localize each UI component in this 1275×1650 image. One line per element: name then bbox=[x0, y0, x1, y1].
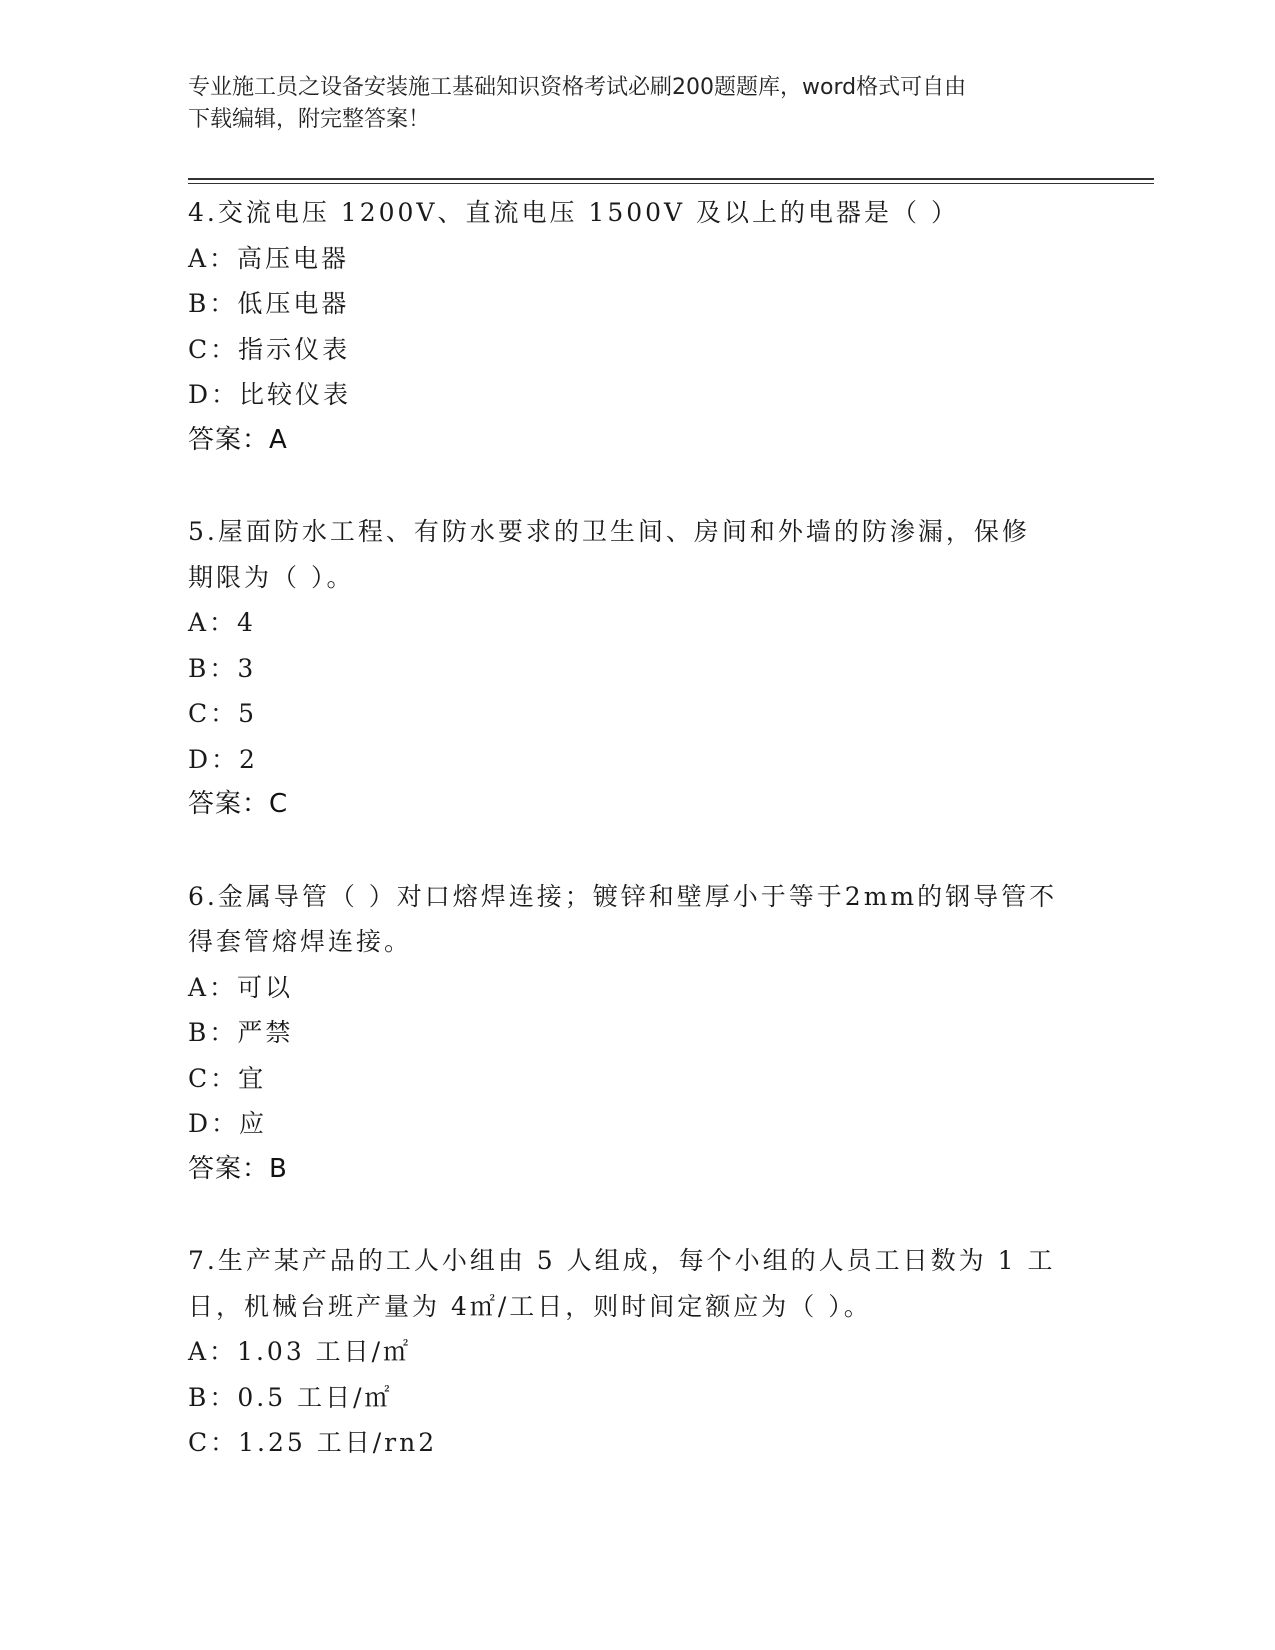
header-line-1: 专业施工员之设备安装施工基础知识资格考试必刷200题题库，word格式可自由 bbox=[188, 75, 967, 100]
header-divider-thick bbox=[188, 178, 1154, 180]
option-b: B：低压电器 bbox=[188, 289, 350, 318]
answer-line: 答案：A bbox=[188, 424, 288, 455]
option-a: A：可以 bbox=[188, 972, 294, 1002]
question-stem-continued: 期限为（ ）。 bbox=[188, 562, 355, 592]
option-d: D：应 bbox=[188, 1109, 268, 1138]
option-d: D：比较仪表 bbox=[188, 380, 352, 409]
option-b: B：严禁 bbox=[188, 1018, 294, 1047]
question-block bbox=[188, 190, 1088, 463]
question-block bbox=[188, 509, 1088, 828]
option-c: C：5 bbox=[188, 699, 258, 728]
question-stem: 6.金属导管（ ）对口熔焊连接；镀锌和壁厚小于等于2mm的钢导管不 bbox=[188, 881, 1058, 911]
option-c: C：宜 bbox=[188, 1063, 267, 1093]
question-stem-continued: 日，机械台班产量为 4㎡/工日，则时间定额应为（ ）。 bbox=[188, 1291, 872, 1321]
option-b: B：3 bbox=[188, 653, 257, 683]
option-b: B：0.5 工日/㎡ bbox=[188, 1382, 393, 1412]
option-d: D：2 bbox=[188, 744, 258, 774]
question-stem: 7.生产某产品的工人小组由 5 人组成，每个小组的人员工日数为 1 工 bbox=[188, 1246, 1056, 1275]
option-c: C：指示仪表 bbox=[188, 334, 351, 364]
question-stem-continued: 得套管熔焊连接。 bbox=[188, 927, 413, 956]
option-c: C：1.25 工日/rn2 bbox=[188, 1428, 438, 1457]
answer-line: 答案：B bbox=[188, 1153, 288, 1184]
question-stem: 4.交流电压 1200V、直流电压 1500V 及以上的电器是（ ） bbox=[188, 198, 959, 227]
header-line-2: 下载编辑，附完整答案！ bbox=[188, 107, 431, 132]
option-a: A：1.03 工日/㎡ bbox=[188, 1337, 412, 1366]
question-block bbox=[188, 874, 1088, 1193]
question-list bbox=[188, 190, 1088, 1466]
question-stem: 5.屋面防水工程、有防水要求的卫生间、房间和外墙的防渗漏，保修 bbox=[188, 517, 1030, 546]
option-a: A：高压电器 bbox=[188, 243, 350, 273]
answer-line: 答案：C bbox=[188, 789, 289, 819]
option-a: A：4 bbox=[188, 608, 256, 637]
header-divider-thin bbox=[188, 183, 1154, 184]
document-header bbox=[188, 72, 1068, 136]
question-block bbox=[188, 1238, 1088, 1466]
